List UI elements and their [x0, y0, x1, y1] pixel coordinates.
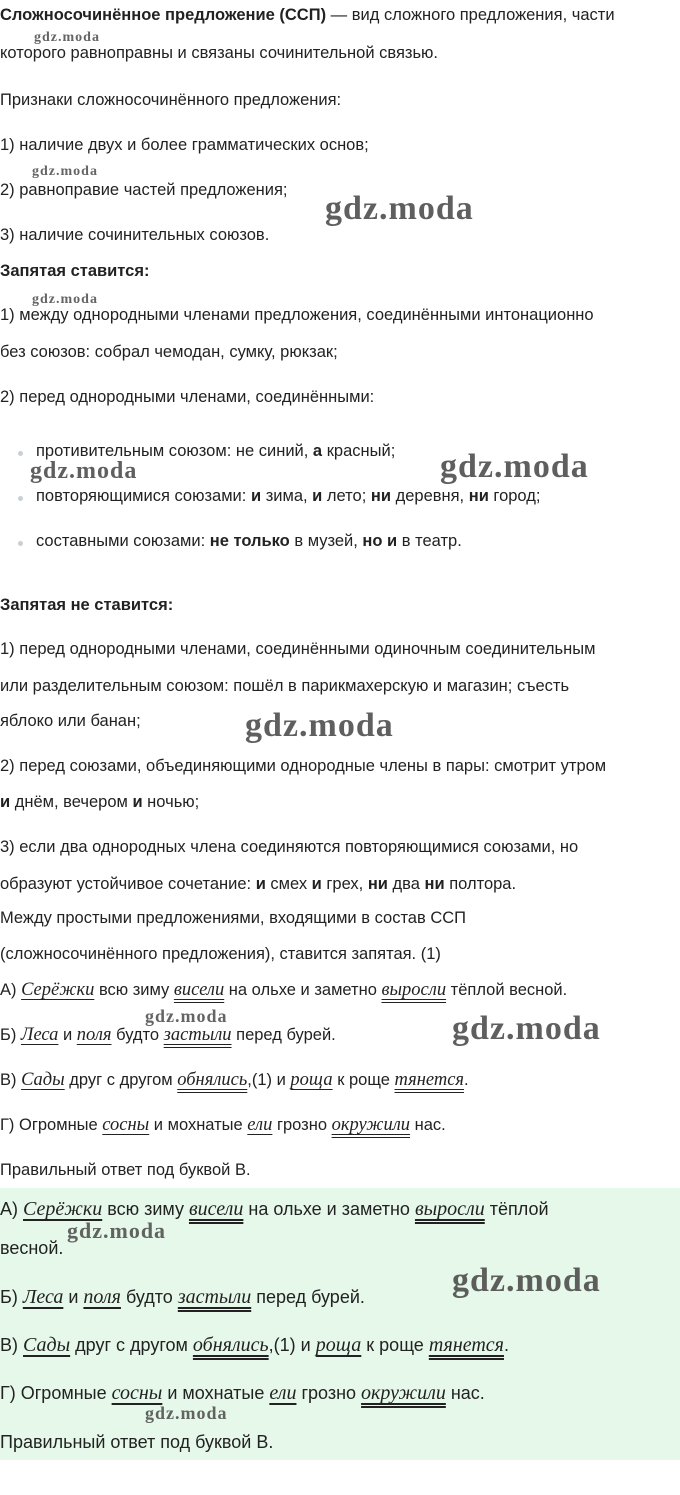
watermark: gdz.moda	[67, 1218, 167, 1243]
answer-option-g: Г) Огромные сосны и мохнатые ели грозно окружили нас.	[0, 1382, 485, 1404]
comma-no-item1-line1: 1) перед однородными членами, соединёнными одиночным соединительным	[0, 640, 596, 658]
bullet-item-1: противительным союзом: не синий, а красный;	[36, 442, 396, 460]
answer-option-a-line2: весной.	[0, 1238, 64, 1258]
task-option-b: Б) Леса и поля будто застыли перед бурей.	[0, 1025, 336, 1045]
bullet-dot	[18, 496, 23, 501]
comma-no-title: Запятая не ставится:	[0, 596, 174, 614]
comma-yes-item1-line1: 1) между однородными членами предложения, соединёнными интонационно	[0, 306, 594, 324]
watermark: gdz.moda	[145, 1006, 228, 1026]
sign-item-1: 1) наличие двух и более грамматических основ;	[0, 136, 369, 154]
comma-yes-item1-line2: без союзов: собрал чемодан, сумку, рюкзак;	[0, 343, 338, 361]
comma-no-item1-line3: яблоко или банан;	[0, 712, 141, 730]
watermark: gdz.moda	[245, 707, 394, 744]
bullet-item-3: составными союзами: не только в музей, но и в театр.	[36, 532, 462, 550]
comma-yes-item2: 2) перед однородными членами, соединёнными:	[0, 388, 375, 406]
comma-no-item2-line2: и днём, вечером и ночью;	[0, 793, 200, 811]
watermark: gdz.moda	[452, 1262, 601, 1299]
watermark: gdz.moda	[30, 458, 138, 484]
watermark: gdz.moda	[452, 1010, 601, 1047]
answer-box-answer: Правильный ответ под буквой В.	[0, 1432, 274, 1452]
sign-item-2: 2) равноправие частей предложения;	[0, 181, 288, 199]
comma-no-item1-line2: или разделительным союзом: пошёл в парикмахерскую и магазин; съесть	[0, 677, 570, 695]
task-answer: Правильный ответ под буквой В.	[0, 1161, 251, 1179]
watermark: gdz.moda	[32, 292, 98, 307]
task-line-2: (сложносочинённого предложения), ставится запятая. (1)	[0, 945, 441, 963]
answer-box	[0, 1188, 680, 1460]
task-option-a: А) Серёжки всю зиму висели на ольхе и заметно выросли тёплой весной.	[0, 980, 568, 1000]
bullet-dot	[18, 541, 23, 546]
answer-option-a-line1: А) Серёжки всю зиму висели на ольхе и заметно выросли тёплой	[0, 1198, 549, 1220]
task-line-1: Между простыми предложениями, входящими в состав ССП	[0, 909, 467, 927]
sign-item-3: 3) наличие сочинительных союзов.	[0, 226, 270, 244]
watermark: gdz.moda	[440, 448, 589, 485]
comma-no-item2-line1: 2) перед союзами, объединяющими однородные члены в пары: смотрит утром	[0, 757, 607, 775]
bullet-dot	[18, 451, 23, 456]
definition-line-2: которого равноправны и связаны сочинительной связью.	[0, 44, 439, 62]
watermark: gdz.moda	[145, 1403, 228, 1423]
comma-yes-title: Запятая ставится:	[0, 262, 150, 280]
bullet-item-2: повторяющимися союзами: и зима, и лето; ни деревня, ни город;	[36, 487, 541, 505]
watermark: gdz.moda	[34, 30, 100, 45]
definition-line-1: Сложносочинённое предложение (ССП) — вид сложного предложения, части	[0, 6, 615, 24]
answer-option-b: Б) Леса и поля будто застыли перед бурей.	[0, 1286, 365, 1308]
answer-option-v: В) Сады друг с другом обнялись,(1) и роща к роще тянется.	[0, 1334, 509, 1356]
watermark: gdz.moda	[325, 190, 474, 227]
signs-title: Признаки сложносочинённого предложения:	[0, 91, 342, 109]
comma-no-item3-line1: 3) если два однородных члена соединяются повторяющимися союзами, но	[0, 838, 579, 856]
task-option-g: Г) Огромные сосны и мохнатые ели грозно окружили нас.	[0, 1115, 446, 1135]
term: Сложносочинённое предложение (ССП)	[0, 6, 327, 24]
task-option-v: В) Сады друг с другом обнялись,(1) и роща к роще тянется.	[0, 1070, 469, 1090]
comma-no-item3-line2: образуют устойчивое сочетание: и смех и грех, ни два ни полтора.	[0, 875, 517, 893]
watermark: gdz.moda	[32, 164, 98, 179]
